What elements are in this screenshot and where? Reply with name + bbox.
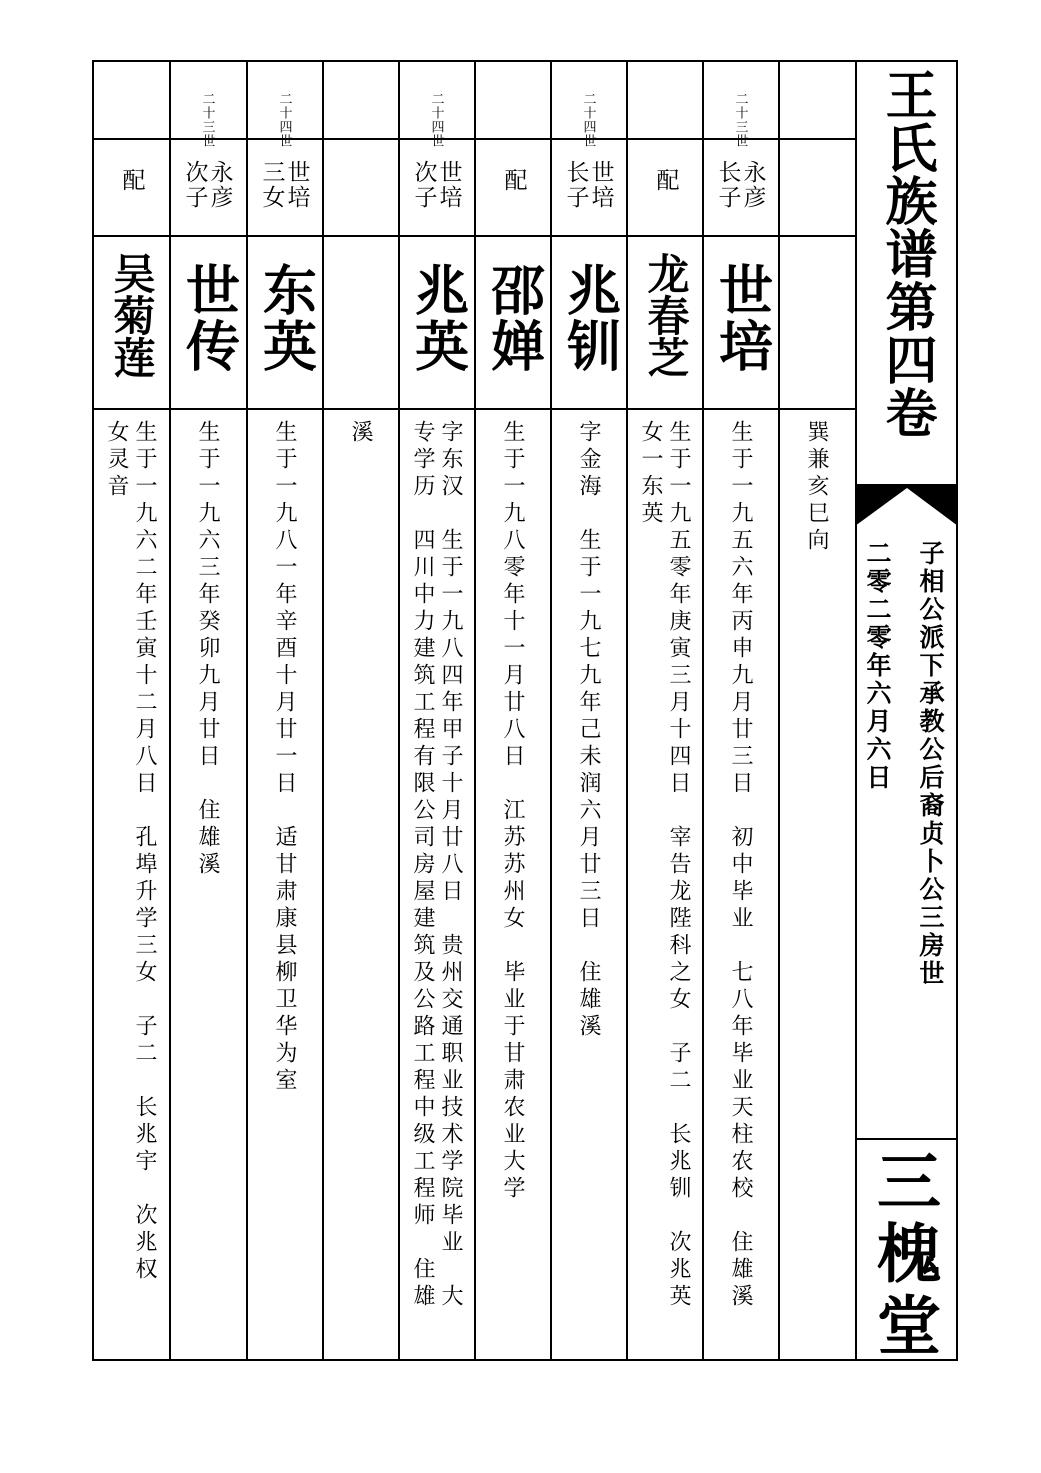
column-divider: [626, 60, 628, 1361]
relation-label: 配: [652, 168, 679, 193]
page-title: 王氏族谱第四卷: [876, 68, 936, 439]
member-name: 吴菊莲: [107, 252, 157, 378]
column-divider: [855, 60, 857, 1361]
hall-divider: [855, 1138, 958, 1140]
member-name: 兆英: [406, 262, 470, 374]
relation-label: 世培 长子: [562, 160, 614, 210]
member-name: 世传: [177, 262, 241, 374]
generation-label: 二十三世: [732, 92, 748, 148]
column-divider: [169, 60, 171, 1361]
column-divider: [550, 60, 552, 1361]
member-biography: 生于一九六二年壬寅十二月八日 孔埠升学三女 子二 长兆宇 次兆权 女灵音: [104, 420, 157, 1284]
member-name: 兆钏: [558, 262, 622, 374]
title-banner-ornament: [855, 486, 958, 526]
relation-label: 永彦 长子: [714, 160, 766, 210]
member-biography: 字金海 生于一九七九年己未润六月廿三日 住雄溪: [576, 420, 601, 1041]
row-divider-relation: [92, 235, 855, 237]
column-divider: [246, 60, 248, 1361]
member-biography: 生于一九八零年十一月廿八日 江苏苏州女 毕业于甘肃农业大学: [500, 420, 525, 1203]
generation-label: 二十四世: [580, 92, 596, 148]
member-name: 龙春芝: [641, 252, 691, 378]
member-biography: 生于一九五六年丙申九月廿三日 初中毕业 七八年毕业天柱农校 住雄溪: [728, 420, 753, 1311]
hall-name: 三槐堂: [866, 1148, 940, 1364]
row-divider-name: [92, 408, 855, 410]
member-biography: 生于一九八一年辛酉十月廿一日 适甘肃康县柳卫华为室: [272, 420, 297, 1095]
column-divider: [398, 60, 400, 1361]
relation-label: 配: [118, 168, 145, 193]
relation-label: 世培 三女: [258, 160, 310, 210]
compiled-date: 二零二零年六月六日: [863, 540, 892, 792]
column-divider: [702, 60, 704, 1361]
member-biography: 巽兼亥巳向: [804, 420, 829, 555]
member-name: 世培: [710, 262, 774, 374]
member-biography: 溪: [348, 420, 373, 447]
generation-label: 二十四世: [428, 92, 444, 148]
member-name: 邵婵: [482, 262, 546, 374]
branch-subtitle: 子相公派下承教公后裔贞卜公三房世: [916, 540, 945, 988]
member-biography: 字东汉 生于一九八四年甲子十月廿八日 贵州交通职业技术学院毕业 大 专学历 四川中力建筑工程有限公司房屋建筑及公路工程中级工程师 住雄: [410, 420, 463, 1311]
column-divider: [778, 60, 780, 1361]
column-divider: [474, 60, 476, 1361]
member-name: 东英: [254, 262, 318, 374]
relation-label: 世培 次子: [410, 160, 462, 210]
generation-label: 二十四世: [276, 92, 292, 148]
relation-label: 配: [500, 168, 527, 193]
column-divider: [322, 60, 324, 1361]
member-biography: 生于一九五零年庚寅三月十四日 宰告龙陛科之女 子二 长兆钏 次兆英 女一东英: [638, 420, 691, 1311]
member-biography: 生于一九六三年癸卯九月廿日 住雄溪: [195, 420, 220, 879]
generation-label: 二十三世: [199, 92, 215, 148]
relation-label: 永彦 次子: [181, 160, 233, 210]
